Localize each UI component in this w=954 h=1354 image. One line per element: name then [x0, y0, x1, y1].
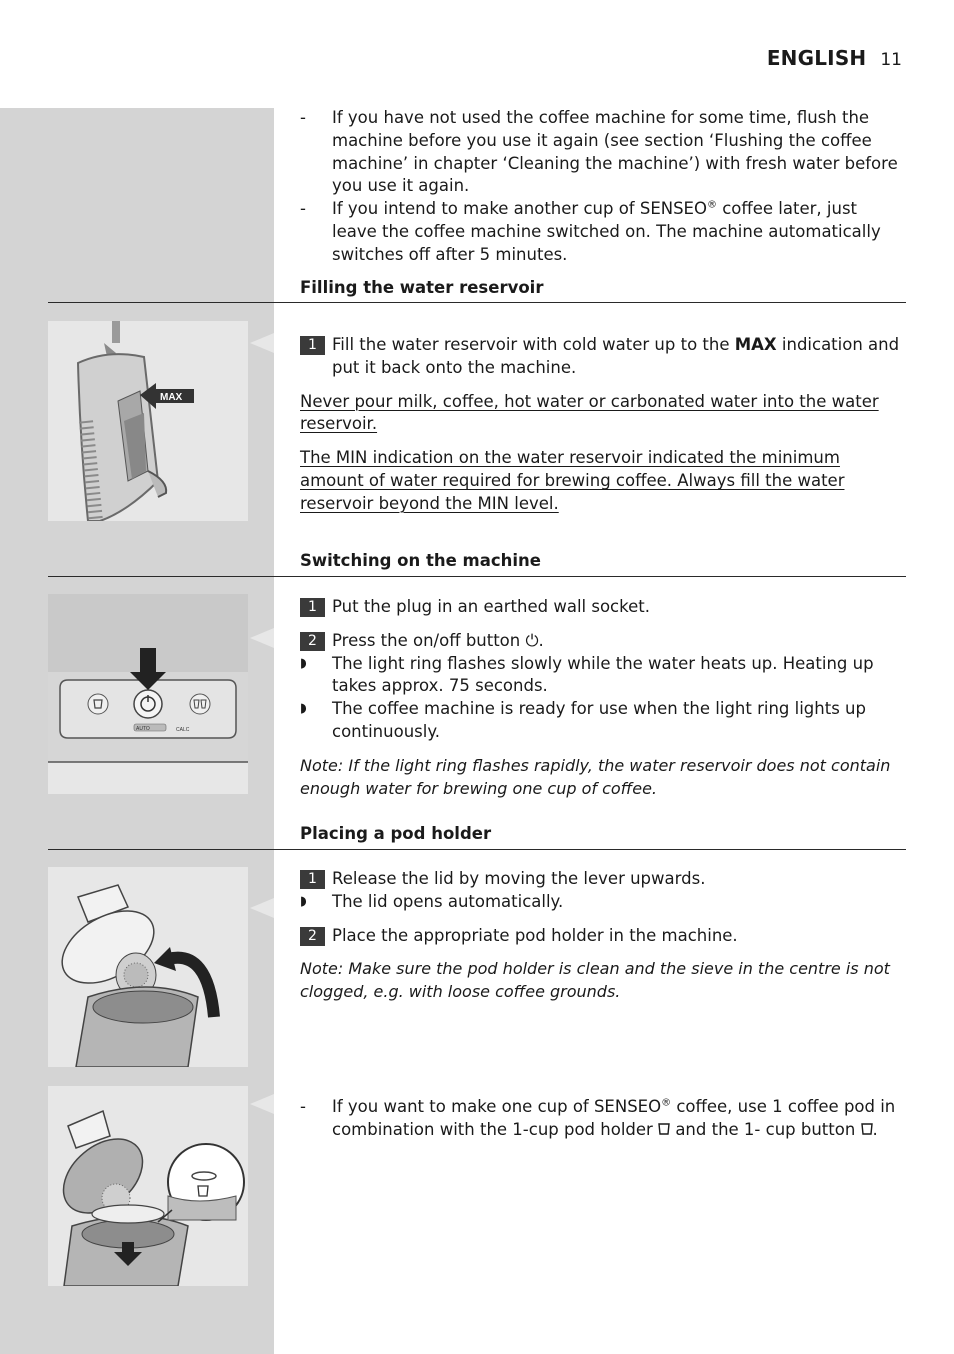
- registered-mark: ®: [706, 199, 717, 211]
- step-text: indication and put it back onto the machine.: [332, 335, 900, 377]
- step-number: 1: [300, 336, 325, 355]
- filling-content: [300, 334, 900, 516]
- step-number: 2: [300, 927, 325, 946]
- step-number: 1: [300, 870, 325, 889]
- item-text: coffee, use 1 coffee pod in combination with the 1-cup pod holder: [332, 1097, 896, 1139]
- pod-holder-illustration: [48, 1086, 248, 1286]
- step-item: [300, 334, 900, 380]
- one-cup-icon: [658, 1123, 670, 1136]
- step-item: [300, 868, 900, 891]
- calc-label: CALC: [176, 727, 190, 733]
- item-text: .: [872, 1119, 878, 1139]
- dash-marker: -: [300, 1097, 306, 1116]
- intro-item-text: If you have not used the coffee machine for some time, flush the machine before you use it again (see section ‘Flushing the coffee machine’ in chapter ‘Cleaning the machine’) with fresh water before you use it again.: [332, 108, 898, 196]
- step-text: Fill the water reservoir with cold water up to the: [332, 335, 735, 354]
- step-text: Press the on/off button: [332, 630, 526, 650]
- intro-item-text: If you intend to make another cup of SENSEO: [332, 199, 707, 219]
- language-label: ENGLISH: [766, 46, 867, 70]
- bullet-marker: ◗: [300, 701, 307, 717]
- page-header: [767, 46, 902, 76]
- step-item: [300, 630, 900, 653]
- max-label: MAX: [160, 392, 183, 403]
- figure-pointer: [250, 1094, 274, 1114]
- list-item: [300, 1096, 900, 1142]
- figure-pod-holder: [48, 1086, 248, 1286]
- step-number: 1: [300, 598, 325, 617]
- note-text: Note: Make sure the pod holder is clean and the sieve in the centre is not clogged, e.g. with loose coffee grounds.: [300, 959, 890, 1002]
- bullet-text: The light ring flashes slowly while the water heats up. Heating up takes approx. 75 seconds.: [332, 653, 874, 696]
- list-item: [300, 698, 900, 744]
- auto-off-label: AUTO: [136, 726, 150, 732]
- step-item: [300, 925, 900, 948]
- figure-control-panel: [48, 594, 248, 794]
- bullet-marker: ◗: [300, 893, 307, 909]
- figure-pointer: [250, 898, 274, 918]
- section-heading-pod: Placing a pod holder: [300, 824, 492, 843]
- pod-holder-content: [300, 1096, 900, 1142]
- pod-content: [300, 868, 900, 1004]
- step-text: .: [538, 630, 544, 650]
- dash-marker: -: [300, 199, 306, 219]
- section-divider: [48, 576, 906, 577]
- registered-mark: ®: [661, 1097, 672, 1109]
- step-text: Place the appropriate pod holder in the machine.: [332, 925, 738, 945]
- list-item: [300, 198, 900, 266]
- list-item: [300, 653, 900, 699]
- figure-pointer: [250, 628, 274, 648]
- one-cup-button-icon: [861, 1123, 873, 1136]
- lid-open-illustration: [48, 867, 248, 1067]
- step-bold-text: MAX: [734, 335, 777, 354]
- power-icon: ⏻: [525, 630, 539, 650]
- bullet-marker: ◗: [300, 655, 307, 671]
- bullet-text: The coffee machine is ready for use when the light ring lights up continuously.: [332, 699, 866, 741]
- section-heading-filling: Filling the water reservoir: [300, 278, 544, 297]
- list-item: [300, 891, 900, 914]
- section-heading-switching: Switching on the machine: [300, 551, 541, 570]
- step-number: 2: [300, 632, 325, 651]
- warning-text: Never pour milk, coffee, hot water or carbonated water into the water reservoir.: [300, 391, 879, 434]
- list-item: [300, 107, 900, 198]
- item-text: If you want to make one cup of SENSEO: [332, 1097, 662, 1116]
- intro-list: [300, 107, 900, 267]
- page-number: 11: [880, 50, 902, 70]
- intro-item-text: coffee later, just leave the coffee machine switched on. The machine automatically switches off after 5 minutes.: [332, 199, 881, 264]
- dash-marker: -: [300, 108, 306, 127]
- figure-water-reservoir: [48, 321, 248, 521]
- step-item: [300, 596, 900, 619]
- water-reservoir-illustration: [48, 321, 248, 521]
- figure-pointer: [250, 333, 274, 353]
- switching-content: [300, 596, 900, 800]
- section-divider: [48, 302, 906, 303]
- step-text: Release the lid by moving the lever upwards.: [332, 869, 706, 888]
- figure-lid-open: [48, 867, 248, 1067]
- bullet-text: The lid opens automatically.: [332, 891, 564, 911]
- note-text: Note: If the light ring flashes rapidly, the water reservoir does not contain enough water for brewing one cup of coffee.: [300, 755, 891, 798]
- step-text: Put the plug in an earthed wall socket.: [332, 597, 650, 616]
- control-panel-illustration: [48, 594, 248, 794]
- section-divider: [48, 849, 906, 850]
- warning-text: The MIN indication on the water reservoir indicated the minimum amount of water required for brewing coffee. Always fill the water reservoir beyond the MIN level.: [300, 448, 845, 513]
- item-text: and the 1- cup button: [670, 1119, 861, 1139]
